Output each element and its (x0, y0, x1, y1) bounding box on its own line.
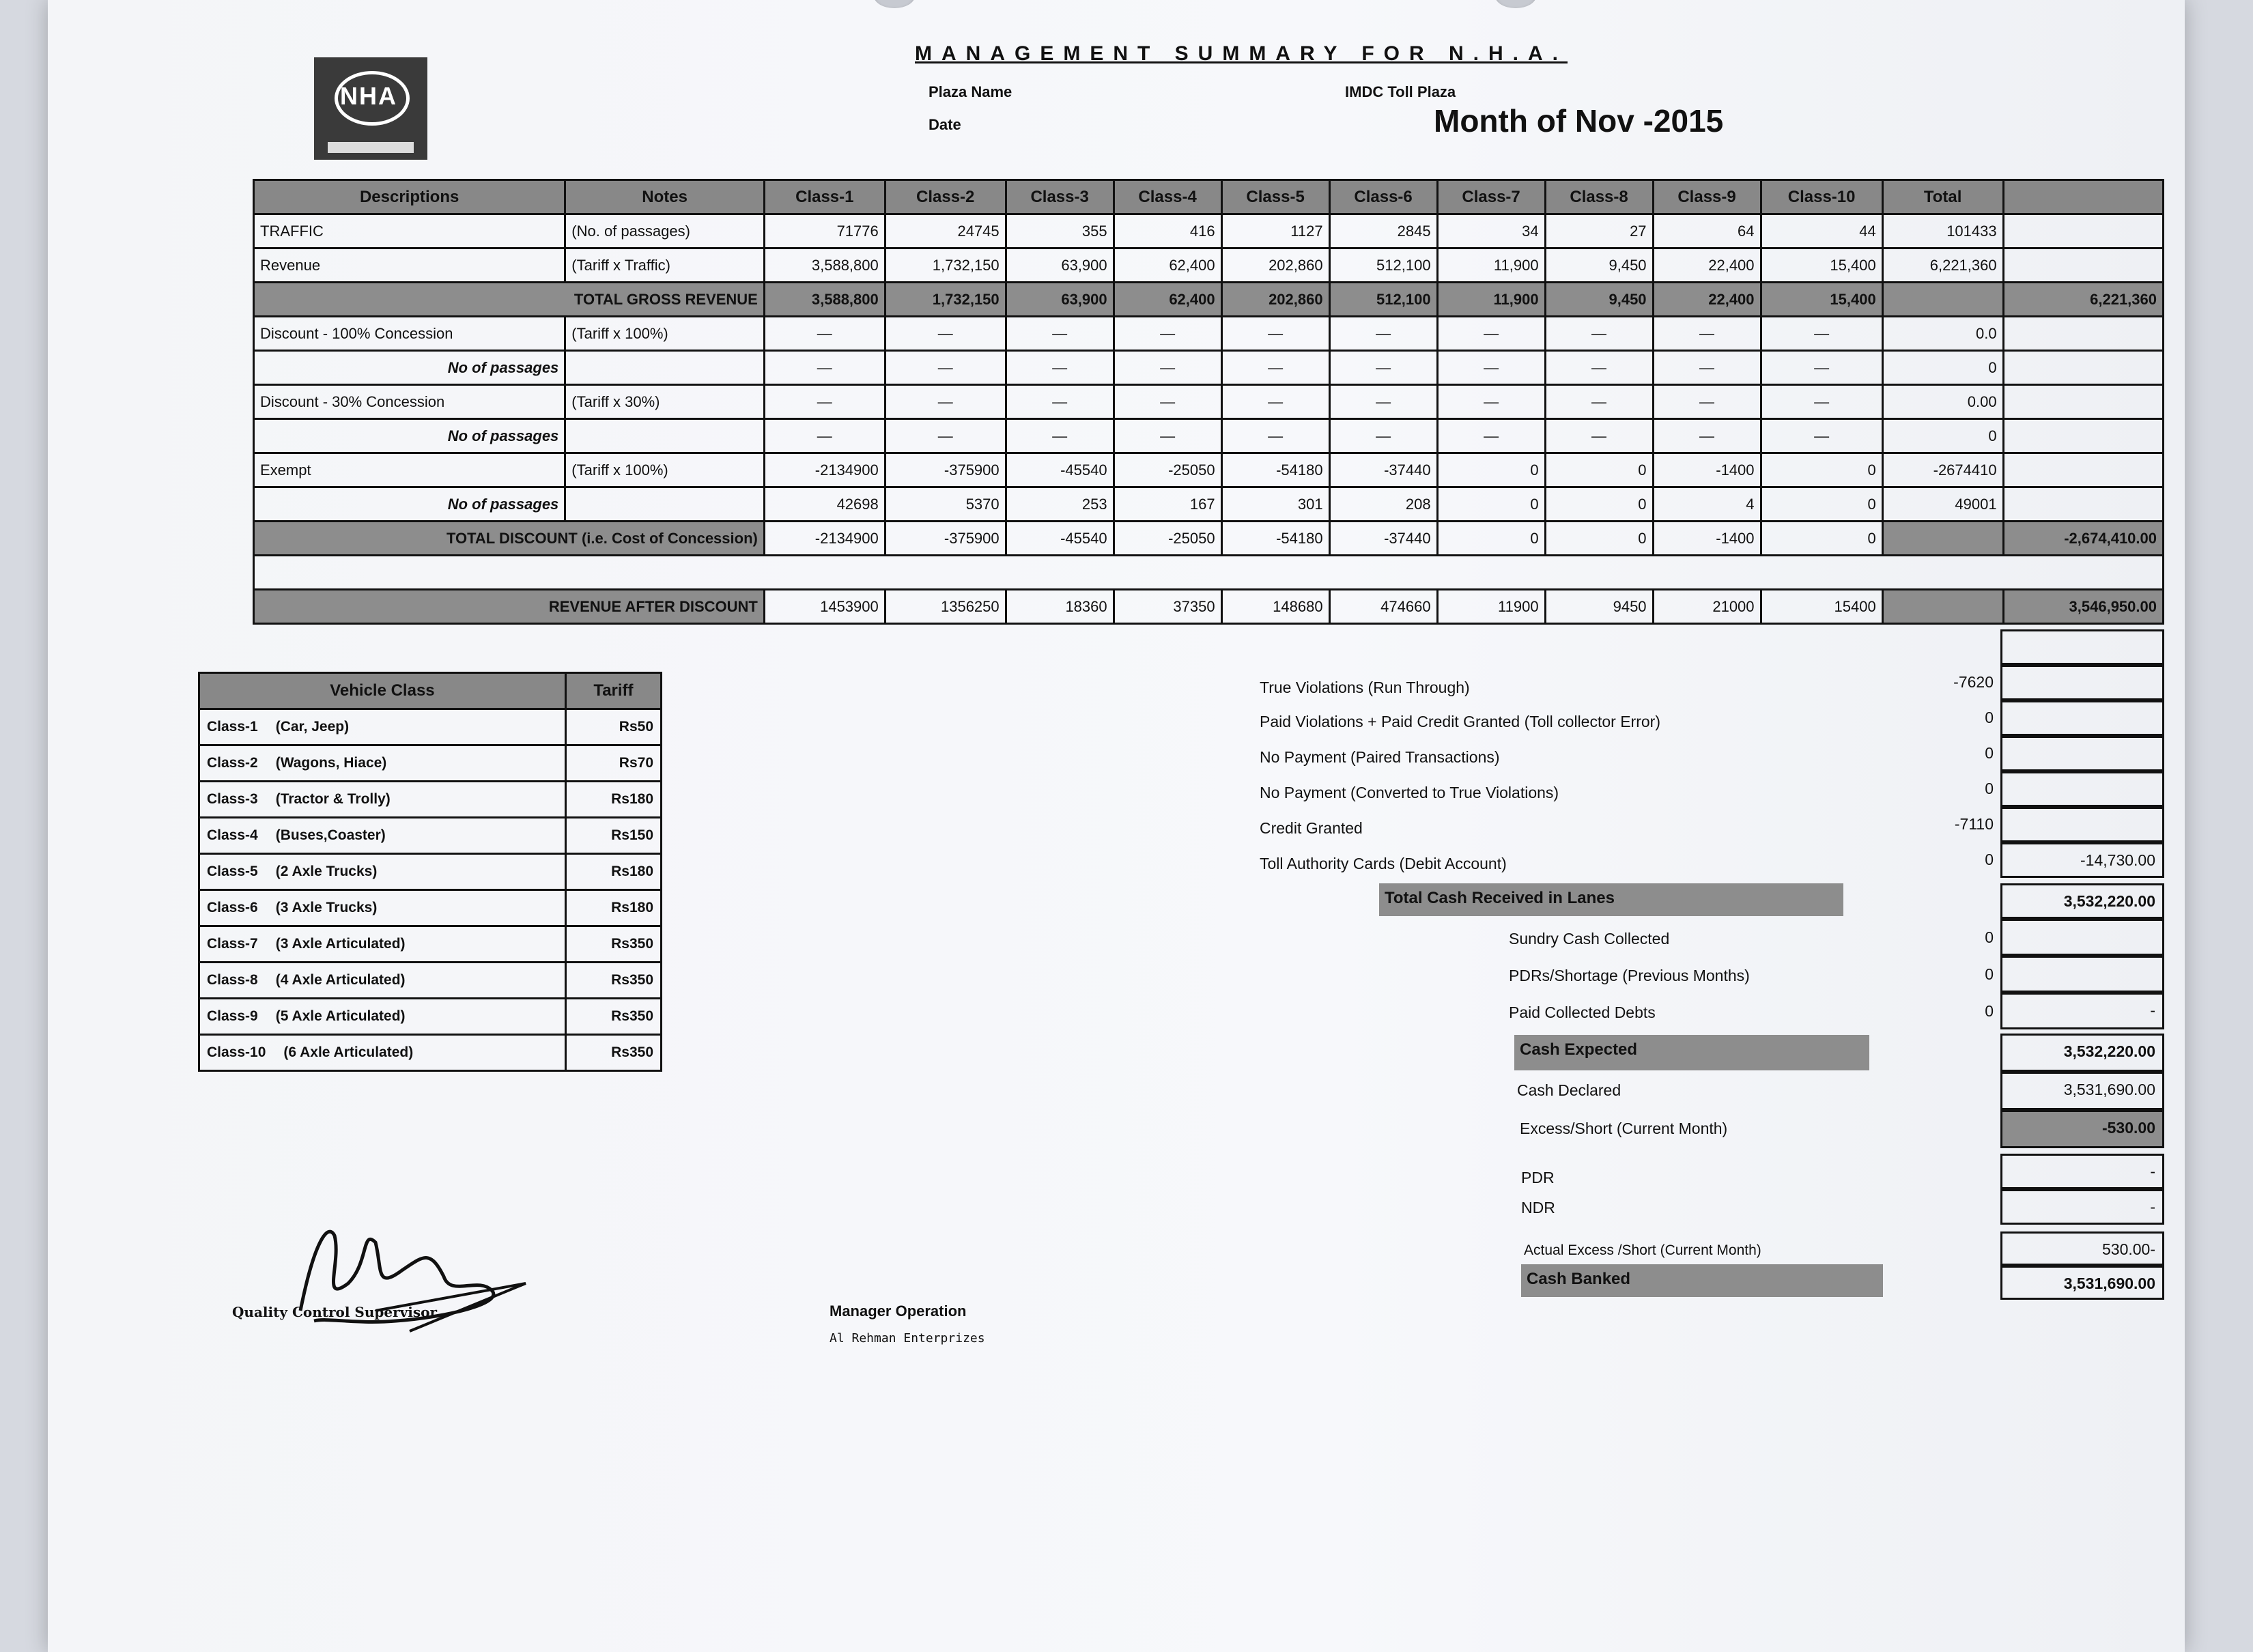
row-value: 3,588,800 (764, 248, 885, 283)
summary-box (2000, 629, 2164, 665)
row-value: — (764, 351, 885, 385)
row-value: 22,400 (1653, 283, 1761, 317)
vehicle-class (199, 890, 566, 926)
actual-excess-label: Actual Excess /Short (Current Month) (1524, 1242, 1761, 1258)
tariff-value: Rs350 (565, 999, 661, 1035)
row-description: Revenue (254, 248, 565, 283)
binder-hole (874, 0, 915, 8)
class-code: Class-3 (207, 791, 258, 807)
total-cash-lanes-label: Total Cash Received in Lanes (1379, 883, 1843, 916)
row-value: — (1114, 351, 1221, 385)
vehicle-class (199, 782, 566, 818)
table-row (254, 453, 2164, 487)
toll-authority-value: 0 (1985, 851, 1994, 868)
row-value: — (1329, 385, 1437, 419)
row-value: 64 (1653, 214, 1761, 248)
row-value: 253 (1006, 487, 1114, 522)
row-value: -54180 (1221, 453, 1329, 487)
row-value: — (1006, 419, 1114, 453)
row-value: — (1221, 385, 1329, 419)
row-description: No of passages (254, 351, 565, 385)
summary-box (2000, 807, 2164, 842)
row-value: — (885, 419, 1006, 453)
row-note: (Tariff x 100%) (565, 453, 765, 487)
column-header: Class-5 (1221, 180, 1329, 214)
paid-violations-value: 0 (1985, 709, 1994, 726)
class-description: (Buses,Coaster) (275, 827, 386, 843)
row-value: — (885, 385, 1006, 419)
vehicle-class (199, 818, 566, 854)
row-value: 1,732,150 (885, 283, 1006, 317)
row-value: 474660 (1329, 590, 1437, 624)
row-value: — (1006, 317, 1114, 351)
row-value: — (1653, 317, 1761, 351)
row-value: 62,400 (1114, 283, 1221, 317)
plaza-name-value: IMDC Toll Plaza (1345, 83, 1456, 100)
row-note: (Tariff x 30%) (565, 385, 765, 419)
row-value: 9,450 (1545, 248, 1653, 283)
row-description: Discount - 100% Concession (254, 317, 565, 351)
row-value: 0 (1437, 453, 1545, 487)
row-value: — (1114, 385, 1221, 419)
row-extra (2003, 487, 2163, 522)
class-code: Class-4 (207, 827, 258, 843)
paid-debts-value: 0 (1985, 1002, 1994, 1020)
tariff-row (199, 926, 662, 963)
row-extra: 6,221,360 (2003, 283, 2163, 317)
row-value: 2845 (1329, 214, 1437, 248)
class-description: (3 Axle Articulated) (275, 936, 406, 952)
column-header: Class-1 (764, 180, 885, 214)
row-total: 101433 (1882, 214, 2003, 248)
row-value: — (885, 317, 1006, 351)
row-value: 11,900 (1437, 283, 1545, 317)
credit-granted-value: -7110 (1954, 815, 1994, 833)
sundry-value: 0 (1985, 928, 1994, 946)
tariff-row (199, 854, 662, 890)
cash-declared-label: Cash Declared (1517, 1081, 1621, 1099)
row-value: -2134900 (764, 522, 885, 556)
table-row (254, 487, 2164, 522)
row-description: TOTAL DISCOUNT (i.e. Cost of Concession) (254, 522, 765, 556)
row-value: 512,100 (1329, 248, 1437, 283)
row-value: — (1221, 317, 1329, 351)
row-value: 9450 (1545, 590, 1653, 624)
summary-box (2000, 771, 2164, 807)
table-row (254, 590, 2164, 624)
document-page (48, 0, 2185, 1652)
row-extra: -2,674,410.00 (2003, 522, 2163, 556)
report-month: Month of Nov -2015 (1434, 103, 1724, 139)
excess-short-label: Excess/Short (Current Month) (1520, 1120, 1728, 1137)
tariff-row (199, 890, 662, 926)
row-value: — (1545, 419, 1653, 453)
row-description: Exempt (254, 453, 565, 487)
row-value: 0 (1545, 487, 1653, 522)
cash-banked-value: 3,531,690.00 (2000, 1266, 2164, 1300)
row-value: 1127 (1221, 214, 1329, 248)
table-row (254, 317, 2164, 351)
column-header: Class-10 (1761, 180, 1882, 214)
row-value: -37440 (1329, 522, 1437, 556)
row-value: -54180 (1221, 522, 1329, 556)
row-value: 44 (1761, 214, 1882, 248)
row-value: 11900 (1437, 590, 1545, 624)
cash-expected-label: Cash Expected (1514, 1035, 1869, 1070)
vehicle-class (199, 926, 566, 963)
tariff-row (199, 782, 662, 818)
no-payment-paired-label: No Payment (Paired Transactions) (1260, 748, 1500, 766)
row-value: 202,860 (1221, 248, 1329, 283)
row-value: — (1437, 385, 1545, 419)
binder-hole (1495, 0, 1536, 8)
row-value: 71776 (764, 214, 885, 248)
row-note: (Tariff x 100%) (565, 317, 765, 351)
row-value: — (1221, 419, 1329, 453)
row-description: No of passages (254, 487, 565, 522)
row-value: 416 (1114, 214, 1221, 248)
row-value: — (1545, 351, 1653, 385)
column-header (2003, 180, 2163, 214)
class-code: Class-2 (207, 755, 258, 771)
row-value: — (1006, 351, 1114, 385)
tariff-header: Tariff (565, 673, 661, 709)
row-value: 301 (1221, 487, 1329, 522)
vehicle-class-header: Vehicle Class (199, 673, 566, 709)
pdr-value: - (2000, 1154, 2164, 1189)
row-value: — (1653, 385, 1761, 419)
row-value: 1453900 (764, 590, 885, 624)
cash-declared-value: 3,531,690.00 (2000, 1072, 2164, 1110)
row-value: — (1437, 419, 1545, 453)
tariff-value: Rs180 (565, 854, 661, 890)
row-value: 15400 (1761, 590, 1882, 624)
row-total (1882, 283, 2003, 317)
sundry-label: Sundry Cash Collected (1509, 930, 1670, 948)
row-note: (No. of passages) (565, 214, 765, 248)
row-value: 1,732,150 (885, 248, 1006, 283)
row-value: -375900 (885, 453, 1006, 487)
column-header: Class-8 (1545, 180, 1653, 214)
row-value: — (1006, 385, 1114, 419)
row-value: — (1653, 351, 1761, 385)
class-code: Class-1 (207, 719, 258, 735)
summary-box (2000, 665, 2164, 700)
summary-box (2000, 919, 2164, 956)
nha-logo: NHA (314, 57, 427, 160)
column-header: Class-2 (885, 180, 1006, 214)
row-note (565, 351, 765, 385)
row-value: — (1437, 317, 1545, 351)
row-value: — (1545, 317, 1653, 351)
column-header: Class-7 (1437, 180, 1545, 214)
row-total: -2674410 (1882, 453, 2003, 487)
table-row (254, 419, 2164, 453)
tariff-value: Rs350 (565, 963, 661, 999)
summary-box (2000, 956, 2164, 993)
row-value: 0 (1761, 522, 1882, 556)
row-value: — (764, 317, 885, 351)
tariff-value: Rs350 (565, 1035, 661, 1071)
row-value: 167 (1114, 487, 1221, 522)
row-value: — (764, 385, 885, 419)
row-total: 6,221,360 (1882, 248, 2003, 283)
row-value: — (1761, 351, 1882, 385)
tariff-value: Rs150 (565, 818, 661, 854)
row-value: 0 (1545, 453, 1653, 487)
row-value: 63,900 (1006, 248, 1114, 283)
paid-violations-label: Paid Violations + Paid Credit Granted (Toll collector Error) (1260, 713, 1660, 730)
row-value: 5370 (885, 487, 1006, 522)
row-value: — (885, 351, 1006, 385)
row-value: -1400 (1653, 453, 1761, 487)
row-value: 62,400 (1114, 248, 1221, 283)
row-total: 0.0 (1882, 317, 2003, 351)
total-cash-lanes-value: 3,532,220.00 (2000, 883, 2164, 919)
ndr-value: - (2000, 1189, 2164, 1225)
row-value: — (1329, 317, 1437, 351)
table-row (254, 214, 2164, 248)
class-description: (4 Axle Articulated) (275, 972, 406, 988)
row-value: 15,400 (1761, 283, 1882, 317)
toll-authority-total: -14,730.00 (2000, 842, 2164, 878)
row-value: -2134900 (764, 453, 885, 487)
row-value: 15,400 (1761, 248, 1882, 283)
no-payment-paired-value: 0 (1985, 744, 1994, 762)
tariff-value: Rs350 (565, 926, 661, 963)
excess-short-value: -530.00 (2000, 1110, 2164, 1148)
row-value: 1356250 (885, 590, 1006, 624)
class-description: (Car, Jeep) (275, 719, 350, 735)
row-value: 0 (1437, 522, 1545, 556)
row-description: TOTAL GROSS REVENUE (254, 283, 765, 317)
tariff-value: Rs180 (565, 890, 661, 926)
manager-operation-label: Manager Operation (830, 1302, 967, 1320)
class-description: (Wagons, Hiace) (275, 755, 387, 771)
row-total: 0 (1882, 351, 2003, 385)
pdr-label: PDR (1521, 1169, 1555, 1186)
row-value: 37350 (1114, 590, 1221, 624)
row-value: 24745 (885, 214, 1006, 248)
class-description: (6 Axle Articulated) (283, 1044, 414, 1060)
table-row (254, 351, 2164, 385)
tariff-row (199, 818, 662, 854)
row-value: -45540 (1006, 453, 1114, 487)
vehicle-class (199, 1035, 566, 1071)
row-value: — (1114, 419, 1221, 453)
row-value: 512,100 (1329, 283, 1437, 317)
row-value: -25050 (1114, 522, 1221, 556)
pdrs-label: PDRs/Shortage (Previous Months) (1509, 967, 1750, 984)
ndr-label: NDR (1521, 1199, 1555, 1216)
row-value: 22,400 (1653, 248, 1761, 283)
class-code: Class-9 (207, 1008, 258, 1024)
no-payment-converted-label: No Payment (Converted to True Violations) (1260, 784, 1559, 801)
row-note (565, 419, 765, 453)
row-value: 42698 (764, 487, 885, 522)
row-value: 27 (1545, 214, 1653, 248)
row-description: REVENUE AFTER DISCOUNT (254, 590, 765, 624)
row-total (1882, 522, 2003, 556)
vehicle-class (199, 709, 566, 745)
tariff-value: Rs180 (565, 782, 661, 818)
row-extra (2003, 453, 2163, 487)
pdrs-value: 0 (1985, 965, 1994, 983)
credit-granted-label: Credit Granted (1260, 819, 1363, 837)
class-code: Class-10 (207, 1044, 266, 1060)
row-value: 34 (1437, 214, 1545, 248)
row-total: 0.00 (1882, 385, 2003, 419)
row-value: 11,900 (1437, 248, 1545, 283)
summary-table (253, 179, 2164, 625)
actual-excess-value: 530.00- (2000, 1231, 2164, 1266)
vehicle-class (199, 854, 566, 890)
column-header: Descriptions (254, 180, 565, 214)
no-payment-converted-value: 0 (1985, 780, 1994, 797)
class-description: (Tractor & Trolly) (275, 791, 391, 807)
row-value: — (1329, 419, 1437, 453)
table-row (254, 522, 2164, 556)
row-value: -25050 (1114, 453, 1221, 487)
table-row (254, 385, 2164, 419)
row-value: 3,588,800 (764, 283, 885, 317)
row-extra (2003, 385, 2163, 419)
row-total (1882, 590, 2003, 624)
cash-banked-label: Cash Banked (1521, 1264, 1883, 1297)
row-value: — (1221, 351, 1329, 385)
summary-box (2000, 700, 2164, 736)
row-description: Discount - 30% Concession (254, 385, 565, 419)
date-label: Date (929, 116, 961, 133)
class-code: Class-7 (207, 936, 258, 952)
column-header: Class-9 (1653, 180, 1761, 214)
row-value: — (1114, 317, 1221, 351)
vehicle-class (199, 745, 566, 782)
row-value: 63,900 (1006, 283, 1114, 317)
row-total: 0 (1882, 419, 2003, 453)
column-header: Notes (565, 180, 765, 214)
row-extra (2003, 351, 2163, 385)
column-header: Class-3 (1006, 180, 1114, 214)
tariff-row (199, 1035, 662, 1071)
row-value: — (1761, 419, 1882, 453)
row-value: — (1761, 317, 1882, 351)
row-value: -45540 (1006, 522, 1114, 556)
row-value: 18360 (1006, 590, 1114, 624)
tariff-row (199, 999, 662, 1035)
row-value: -1400 (1653, 522, 1761, 556)
row-extra (2003, 317, 2163, 351)
qc-supervisor-label: Quality Control Supervisor (232, 1304, 437, 1320)
row-extra: 3,546,950.00 (2003, 590, 2163, 624)
vehicle-class (199, 999, 566, 1035)
row-value: 0 (1437, 487, 1545, 522)
row-value: 0 (1761, 453, 1882, 487)
row-extra (2003, 419, 2163, 453)
row-description: No of passages (254, 419, 565, 453)
company-name: Al Rehman Enterprizes (830, 1331, 985, 1345)
row-note: (Tariff x Traffic) (565, 248, 765, 283)
true-violations-label: True Violations (Run Through) (1260, 679, 1470, 696)
row-value: 208 (1329, 487, 1437, 522)
tariff-row (199, 709, 662, 745)
tariff-value: Rs70 (565, 745, 661, 782)
row-extra (2003, 248, 2163, 283)
row-value: — (1545, 385, 1653, 419)
class-description: (2 Axle Trucks) (275, 864, 378, 879)
row-total: 49001 (1882, 487, 2003, 522)
row-value: 4 (1653, 487, 1761, 522)
row-value: 9,450 (1545, 283, 1653, 317)
tariff-row (199, 963, 662, 999)
table-row (254, 248, 2164, 283)
row-value: -37440 (1329, 453, 1437, 487)
spacer-row (254, 556, 2164, 590)
row-value: — (1653, 419, 1761, 453)
summary-box (2000, 736, 2164, 771)
row-value: 0 (1761, 487, 1882, 522)
row-value: — (1437, 351, 1545, 385)
row-value: 148680 (1221, 590, 1329, 624)
vehicle-class (199, 963, 566, 999)
column-header: Class-4 (1114, 180, 1221, 214)
row-value: — (764, 419, 885, 453)
tariff-value: Rs50 (565, 709, 661, 745)
row-value: — (1329, 351, 1437, 385)
class-code: Class-5 (207, 864, 258, 879)
class-description: (5 Axle Articulated) (275, 1008, 406, 1024)
row-value: 21000 (1653, 590, 1761, 624)
tariff-row (199, 745, 662, 782)
row-value: 355 (1006, 214, 1114, 248)
cash-expected-value: 3,532,220.00 (2000, 1034, 2164, 1072)
class-description: (3 Axle Trucks) (275, 900, 378, 915)
row-value: 202,860 (1221, 283, 1329, 317)
row-value: 0 (1545, 522, 1653, 556)
row-value: — (1761, 385, 1882, 419)
class-code: Class-8 (207, 972, 258, 988)
row-description: TRAFFIC (254, 214, 565, 248)
page-title: MANAGEMENT SUMMARY FOR N.H.A. (915, 42, 1568, 65)
row-extra (2003, 214, 2163, 248)
paid-debts-label: Paid Collected Debts (1509, 1003, 1656, 1021)
table-row (254, 283, 2164, 317)
paid-debts-total: - (2000, 993, 2164, 1029)
class-code: Class-6 (207, 900, 258, 915)
tariff-table (198, 672, 662, 1072)
toll-authority-label: Toll Authority Cards (Debit Account) (1260, 855, 1507, 872)
plaza-name-label: Plaza Name (929, 83, 1012, 100)
column-header: Class-6 (1329, 180, 1437, 214)
row-value: -375900 (885, 522, 1006, 556)
column-header: Total (1882, 180, 2003, 214)
row-note (565, 487, 765, 522)
true-violations-value: -7620 (1953, 673, 1994, 691)
